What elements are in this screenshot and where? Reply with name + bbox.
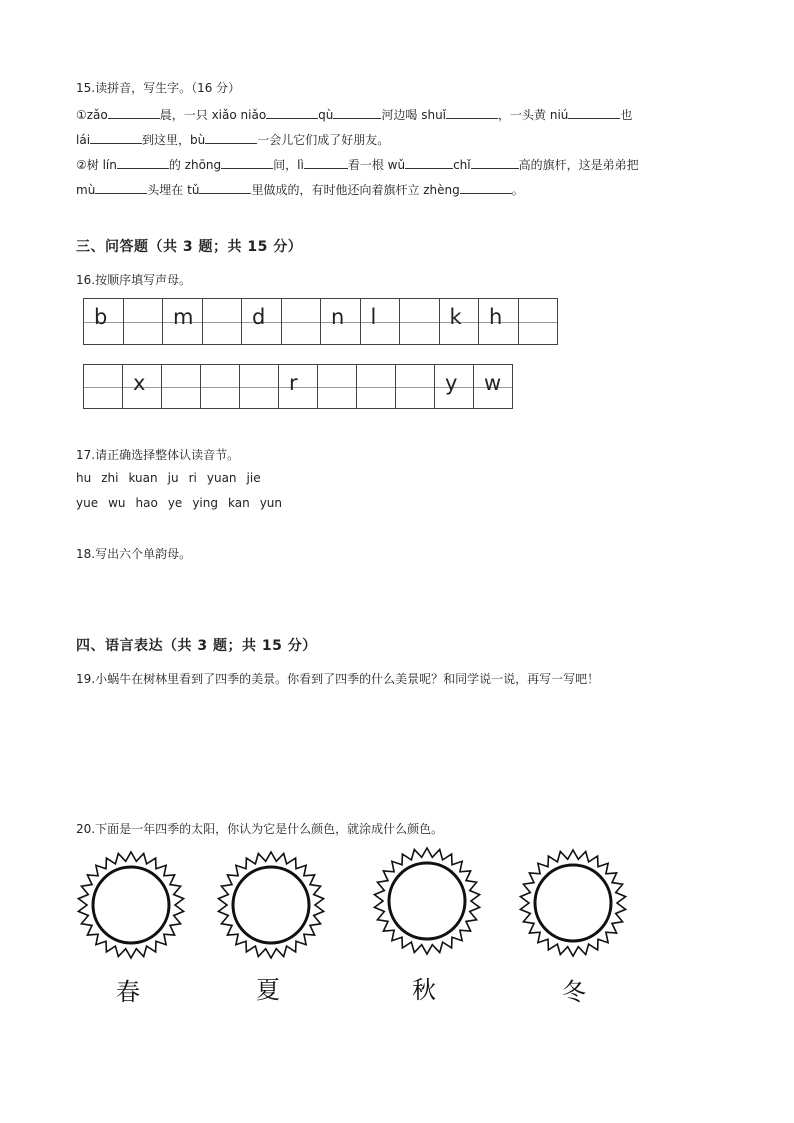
- initial-cell[interactable]: [240, 365, 279, 409]
- q15-l3-c: 间，lì: [273, 158, 304, 172]
- syllable[interactable]: ying: [192, 496, 218, 510]
- initial-cell[interactable]: [400, 299, 440, 345]
- initial-cell[interactable]: [474, 365, 513, 409]
- syllable[interactable]: yue: [76, 496, 99, 510]
- initial-letter: m: [173, 305, 194, 329]
- grid-guide-line: [282, 322, 321, 323]
- initial-cell[interactable]: [360, 299, 400, 345]
- initial-letter: y: [445, 371, 458, 395]
- sun-disc: [535, 865, 611, 941]
- initial-letter: l: [370, 305, 377, 329]
- grid-guide-line: [361, 322, 400, 323]
- grid-guide-line: [240, 387, 278, 388]
- q19-title: 19.小蜗牛在树林里看到了四季的美景。你看到了四季的什么美景呢？和同学说一说，再写一写吧！: [76, 672, 600, 686]
- q15-l3-b: 的 zhōng: [168, 158, 222, 172]
- initial-cell[interactable]: [162, 365, 201, 409]
- initial-cell[interactable]: [163, 299, 203, 345]
- initial-letter: b: [94, 305, 108, 329]
- syllable[interactable]: hu: [76, 471, 92, 485]
- q20-title: 20.下面是一年四季的太阳，你认为它是什么颜色，就涂成什么颜色。: [76, 822, 444, 836]
- answer-blank[interactable]: [199, 181, 251, 194]
- initial-cell[interactable]: [321, 299, 361, 345]
- sun-disc: [389, 863, 465, 939]
- q15-l3-d: 看一根 wǔ: [347, 158, 406, 172]
- initial-cell[interactable]: [242, 299, 282, 345]
- initial-cell[interactable]: [201, 365, 240, 409]
- initial-cell[interactable]: [357, 365, 396, 409]
- grid-guide-line: [357, 387, 395, 388]
- season-label-summer: 夏: [256, 976, 280, 1004]
- initial-letter: w: [484, 371, 502, 395]
- initial-cell[interactable]: [202, 299, 242, 345]
- grid-guide-line: [396, 387, 434, 388]
- initial-cell[interactable]: [281, 299, 321, 345]
- sun-icon[interactable]: [518, 848, 628, 958]
- initial-cell[interactable]: [435, 365, 474, 409]
- q17-row-1: [76, 471, 271, 485]
- syllable[interactable]: ju: [167, 471, 179, 485]
- answer-blank[interactable]: [95, 181, 147, 194]
- initial-letter: h: [489, 305, 503, 329]
- q18-title: 18.写出六个单韵母。: [76, 547, 192, 561]
- q15-line-3: [76, 156, 639, 173]
- sun-disc: [93, 867, 169, 943]
- q17-title: 17.请正确选择整体认读音节。: [76, 448, 240, 462]
- initial-cell[interactable]: [439, 299, 479, 345]
- q15-l4-d: 。: [511, 183, 524, 197]
- q15-l2-a: lái: [76, 133, 91, 147]
- q17-row-2: [76, 496, 292, 510]
- answer-blank[interactable]: [266, 106, 318, 119]
- q15-l1-b: 晨，一只 xiǎo niǎo: [159, 108, 267, 122]
- q15-l3-a: ②树 lín: [76, 158, 117, 172]
- grid-guide-line: [400, 322, 439, 323]
- syllable[interactable]: kuan: [128, 471, 158, 485]
- q15-l4-b: 头埋在 tǔ: [147, 183, 200, 197]
- q15-line-2: [76, 131, 389, 148]
- initial-letter: r: [289, 371, 298, 395]
- grid-guide-line: [162, 387, 200, 388]
- syllable[interactable]: wu: [108, 496, 126, 510]
- syllable[interactable]: yun: [259, 496, 282, 510]
- initial-cell[interactable]: [518, 299, 558, 345]
- grid-guide-line: [124, 322, 163, 323]
- initial-cell[interactable]: [84, 299, 124, 345]
- q15-line-4: [76, 181, 524, 198]
- syllable[interactable]: zhi: [101, 471, 119, 485]
- syllable[interactable]: yuan: [206, 471, 237, 485]
- q15-l1-d: 河边喝 shuǐ: [381, 108, 447, 122]
- grid-guide-line: [519, 322, 558, 323]
- q15-l3-f: 高的旗杆，这是弟弟把: [518, 158, 639, 172]
- initials-grid-row-1: [83, 298, 558, 345]
- grid-guide-line: [84, 387, 122, 388]
- initial-cell[interactable]: [396, 365, 435, 409]
- q15-l3-e: chǐ: [453, 158, 471, 172]
- q15-l2-b: 到这里，bù: [142, 133, 206, 147]
- initial-cell[interactable]: [123, 365, 162, 409]
- syllable[interactable]: ri: [188, 471, 197, 485]
- answer-blank[interactable]: [471, 156, 519, 169]
- answer-blank[interactable]: [108, 106, 160, 119]
- syllable[interactable]: kan: [227, 496, 250, 510]
- grid-guide-line: [201, 387, 239, 388]
- initial-letter: k: [449, 305, 462, 329]
- grid-guide-line: [279, 387, 317, 388]
- initials-grid-row-2: [83, 364, 513, 409]
- answer-blank[interactable]: [205, 131, 257, 144]
- answer-blank[interactable]: [460, 181, 512, 194]
- q15-l2-c: 一会儿它们成了好朋友。: [257, 133, 390, 147]
- q15-l4-c: 里做成的，有时他还向着旗杆立 zhèng: [251, 183, 460, 197]
- q15-l4-a: mù: [76, 183, 96, 197]
- initial-cell[interactable]: [84, 365, 123, 409]
- answer-blank[interactable]: [117, 156, 169, 169]
- season-label-autumn: 秋: [412, 976, 436, 1004]
- syllable[interactable]: ye: [167, 496, 183, 510]
- sun-icon[interactable]: [76, 850, 186, 960]
- syllable[interactable]: hao: [135, 496, 158, 510]
- initial-letter: d: [252, 305, 266, 329]
- initial-cell[interactable]: [123, 299, 163, 345]
- answer-blank[interactable]: [304, 156, 348, 169]
- answer-blank[interactable]: [333, 106, 381, 119]
- sun-disc: [233, 867, 309, 943]
- syllable[interactable]: jie: [246, 471, 261, 485]
- grid-guide-line: [318, 387, 356, 388]
- sun-icon[interactable]: [372, 846, 482, 956]
- answer-blank[interactable]: [446, 106, 498, 119]
- answer-blank[interactable]: [405, 156, 453, 169]
- section-3-title: 三、问答题（共 3 题；共 15 分）: [76, 239, 303, 255]
- q15-l1-a: ①zǎo: [76, 108, 108, 122]
- season-label-winter: 冬: [562, 978, 586, 1006]
- q15-l1-c: qù: [318, 108, 334, 122]
- answer-blank[interactable]: [221, 156, 273, 169]
- answer-blank[interactable]: [568, 106, 620, 119]
- sun-icon[interactable]: [216, 850, 326, 960]
- initial-cell[interactable]: [279, 365, 318, 409]
- initial-letter: x: [133, 371, 146, 395]
- section-4-title: 四、语言表达（共 3 题；共 15 分）: [76, 638, 317, 654]
- initial-cell[interactable]: [479, 299, 519, 345]
- q15-line-1: [76, 106, 632, 123]
- initial-letter: n: [331, 305, 345, 329]
- q15-l1-f: 也: [620, 108, 633, 122]
- season-label-spring: 春: [116, 978, 140, 1006]
- q15-l1-e: ，一头黄 niú: [498, 108, 569, 122]
- answer-blank[interactable]: [90, 131, 142, 144]
- initial-cell[interactable]: [318, 365, 357, 409]
- q16-title: 16.按顺序填写声母。: [76, 273, 192, 287]
- grid-guide-line: [203, 322, 242, 323]
- q15-title: 15.读拼音，写生字。（16 分）: [76, 81, 241, 95]
